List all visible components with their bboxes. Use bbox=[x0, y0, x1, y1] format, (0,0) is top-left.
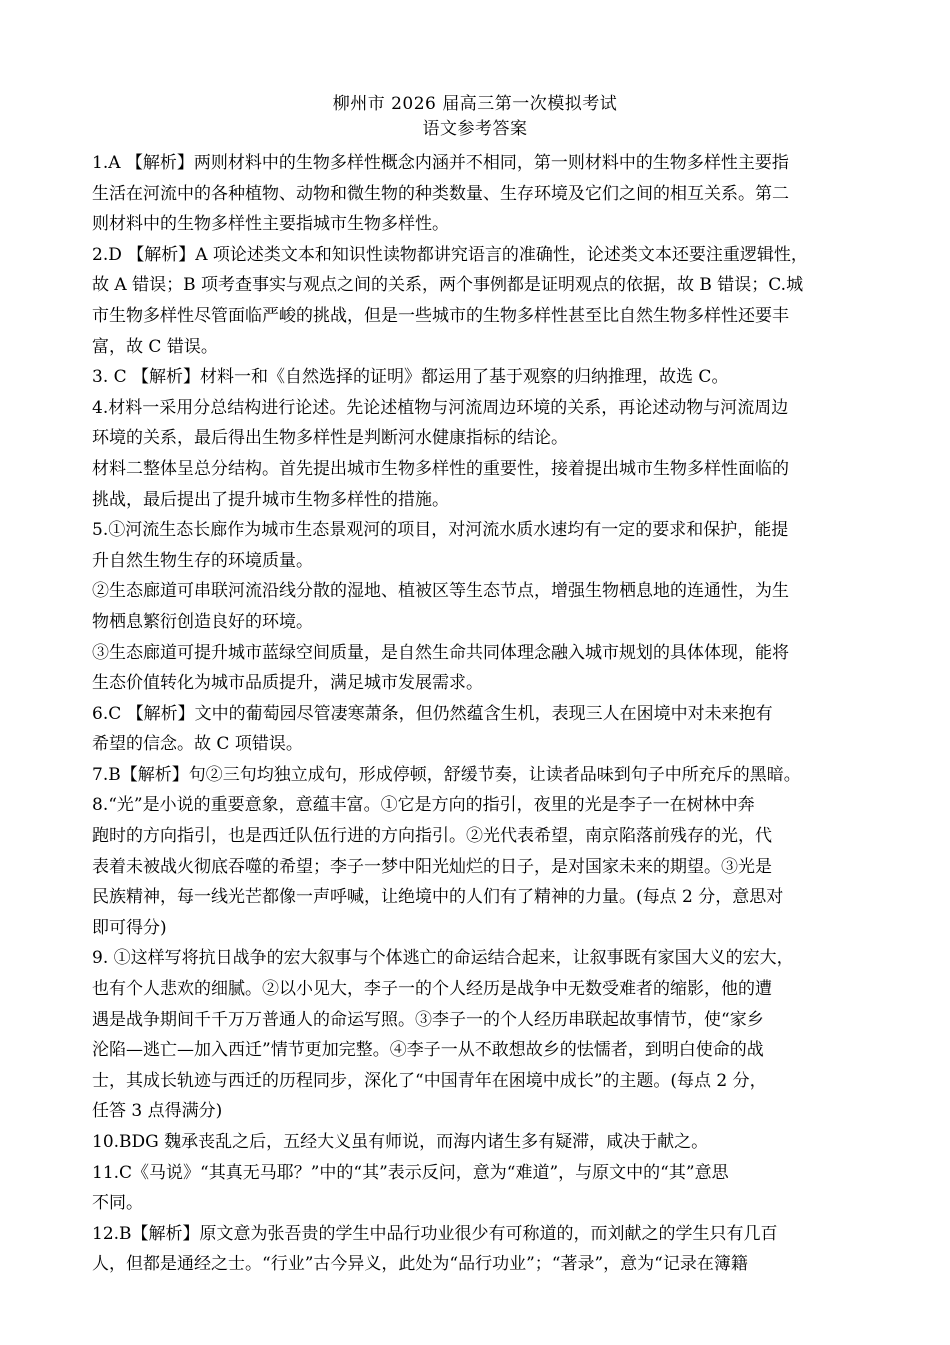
answer-line: 2.D 【解析】A 项论述类文本和知识性读物都讲究语言的准确性，论述类文本还要注重逻辑性， bbox=[92, 244, 808, 265]
answer-line: 5.①河流生态长廊作为城市生态景观河的项目，对河流水质水速均有一定的要求和保护，能提 bbox=[92, 520, 789, 541]
answer-line: 则材料中的生物多样性主要指城市生物多样性。 bbox=[92, 214, 449, 235]
answer-line: 人，但都是通经之士。“行业”古今异义，此处为“品行功业”；“著录”，意为“记录在簿籍 bbox=[92, 1254, 748, 1275]
answer-line: ②生态廊道可串联河流沿线分散的湿地、植被区等生态节点，增强生物栖息地的连通性，为生 bbox=[92, 581, 789, 602]
answer-line: 挑战，最后提出了提升城市生物多样性的措施。 bbox=[92, 489, 449, 510]
answer-line: ③生态廊道可提升城市蓝绿空间质量，是自然生命共同体理念融入城市规划的具体体现，能将 bbox=[92, 642, 789, 663]
answer-line: 11.C《马说》“其真无马耶？”中的“其”表示反问，意为“难道”，与原文中的“其”意思 bbox=[92, 1162, 729, 1183]
answer-line: 也有个人悲欢的细腻。②以小见大，李子一的个人经历是战争中无数受难者的缩影，他的遭 bbox=[92, 979, 772, 1000]
answer-line: 希望的信念。故 C 项错误。 bbox=[92, 734, 303, 755]
answer-item-10 bbox=[92, 1127, 872, 1158]
answer-line: 生活在河流中的各种植物、动物和微生物的种类数量、生存环境及它们之间的相互关系。第二 bbox=[92, 183, 789, 204]
answer-line: 环境的关系，最后得出生物多样性是判断河水健康指标的结论。 bbox=[92, 428, 568, 449]
answer-line: 升自然生物生存的环境质量。 bbox=[92, 550, 313, 571]
answer-item-7 bbox=[92, 760, 872, 791]
answer-line: 故 A 错误；B 项考查事实与观点之间的关系，两个事例都是证明观点的依据，故 B 错误；C.城 bbox=[92, 275, 804, 296]
answer-item-2 bbox=[92, 240, 872, 362]
answer-line: 任答 3 点得满分) bbox=[92, 1101, 223, 1122]
answer-item-1 bbox=[92, 148, 872, 240]
answer-line: 不同。 bbox=[92, 1193, 143, 1214]
answer-item-3 bbox=[92, 362, 872, 393]
answer-line: 材料二整体呈总分结构。首先提出城市生物多样性的重要性，接着提出城市生物多样性面临的 bbox=[92, 458, 789, 479]
answer-line: 1.A 【解析】两则材料中的生物多样性概念内涵并不相同，第一则材料中的生物多样性主要指 bbox=[92, 153, 789, 173]
answer-item-9 bbox=[92, 943, 872, 1127]
answer-line: 6.C 【解析】文中的葡萄园尽管凄寒萧条，但仍然蕴含生机，表现三人在困境中对未来抱有 bbox=[92, 703, 773, 724]
answer-content bbox=[92, 148, 872, 1280]
answer-item-12 bbox=[92, 1219, 872, 1280]
answer-line: 3. C 【解析】材料一和《自然选择的证明》都运用了基于观察的归纳推理，故选 C。 bbox=[92, 367, 729, 388]
answer-line: 跑时的方向指引，也是西迁队伍行进的方向指引。②光代表希望，南京陷落前残存的光，代 bbox=[92, 826, 772, 847]
exam-title: 柳州市 2026 届高三第一次模拟考试 bbox=[332, 94, 618, 114]
answer-item-6 bbox=[92, 699, 872, 760]
answer-line: 12.B【解析】原文意为张吾贵的学生中品行功业很少有可称道的，而刘献之的学生只有几百 bbox=[92, 1223, 778, 1244]
answer-item-5 bbox=[92, 515, 872, 699]
answer-line: 富，故 C 错误。 bbox=[92, 336, 218, 357]
answer-line: 生态价值转化为城市品质提升，满足城市发展需求。 bbox=[92, 673, 483, 694]
answer-line: 即可得分) bbox=[92, 917, 167, 938]
answer-line: 沦陷—逃亡—加入西迁”情节更加完整。④李子一从不敢想故乡的怯懦者，到明白使命的战 bbox=[92, 1040, 764, 1061]
answer-line: 遇是战争期间千千万万普通人的命运写照。③李子一的个人经历串联起故事情节，使“家乡 bbox=[92, 1009, 764, 1030]
answer-line: 民族精神，每一线光芒都像一声呼喊，让绝境中的人们有了精神的力量。(每点 2 分，意思对 bbox=[92, 887, 784, 908]
answer-item-11 bbox=[92, 1158, 872, 1219]
answer-line: 8.“光”是小说的重要意象，意蕴丰富。①它是方向的指引，夜里的光是李子一在树林中奔 bbox=[92, 795, 755, 816]
answer-line: 4.材料一采用分总结构进行论述。先论述植物与河流周边环境的关系，再论述动物与河流周边 bbox=[92, 397, 789, 418]
answer-subtitle: 语文参考答案 bbox=[422, 119, 528, 139]
answer-line: 士，其成长轨迹与西迁的历程同步，深化了“中国青年在困境中成长”的主题。(每点 2 分， bbox=[92, 1070, 767, 1091]
answer-line: 物栖息繁衍创造良好的环境。 bbox=[92, 611, 313, 632]
answer-item-8 bbox=[92, 790, 872, 943]
answer-item-4 bbox=[92, 393, 872, 515]
answer-line: 7.B【解析】句②三句均独立成句，形成停顿，舒缓节奏，让读者品味到句子中所充斥的黑暗。 bbox=[92, 764, 801, 785]
answer-line: 表着未被战火彻底吞噬的希望；李子一梦中阳光灿烂的日子，是对国家未来的期望。③光是 bbox=[92, 856, 772, 877]
answer-line: 10.BDG 魏承丧乱之后，五经大义虽有师说，而海内诸生多有疑滞，咸决于献之。 bbox=[92, 1132, 709, 1152]
answer-line: 市生物多样性尽管面临严峻的挑战，但是一些城市的生物多样性甚至比自然生物多样性还要丰 bbox=[92, 305, 789, 326]
answer-line: 9. ①这样写将抗日战争的宏大叙事与个体逃亡的命运结合起来，让叙事既有家国大义的宏大， bbox=[92, 948, 794, 969]
